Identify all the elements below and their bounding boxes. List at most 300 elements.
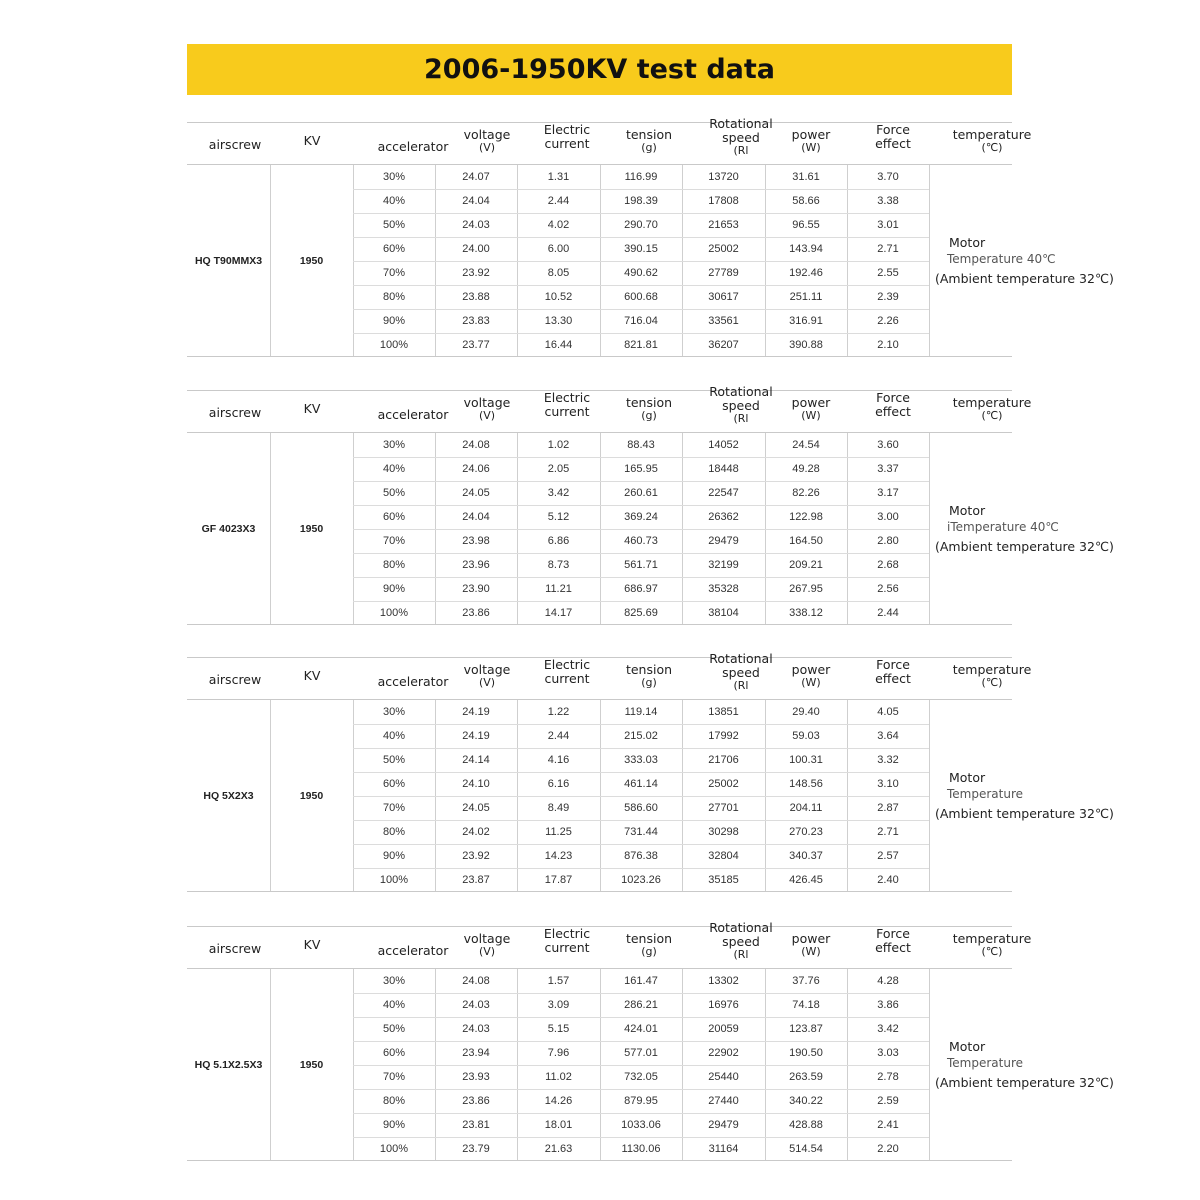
table-cell: 35185 bbox=[708, 874, 739, 886]
table-cell: 23.96 bbox=[462, 559, 490, 571]
table-cell: 82.26 bbox=[792, 487, 820, 499]
table-cell: 88.43 bbox=[627, 439, 655, 451]
table-cell: 40% bbox=[382, 195, 406, 207]
table-cell: 2.57 bbox=[877, 850, 899, 862]
table-cell: 24.19 bbox=[462, 706, 490, 718]
table-cell: 143.94 bbox=[789, 243, 823, 255]
column-header-label: Rotational speed bbox=[709, 384, 773, 413]
table-cell: 30% bbox=[382, 706, 406, 718]
temperature-note bbox=[929, 165, 1129, 356]
airscrew-name: HQ 5X2X3 bbox=[203, 789, 254, 802]
column-header bbox=[696, 651, 786, 693]
column-header bbox=[368, 661, 458, 703]
column-header-label: KV bbox=[303, 133, 321, 148]
column-header-label: Rotational speed bbox=[709, 920, 773, 949]
table-cell: 23.98 bbox=[462, 535, 490, 547]
table-cell: 3.60 bbox=[877, 439, 899, 451]
table-row bbox=[187, 333, 1012, 357]
column-header bbox=[858, 384, 928, 426]
table-cell: 260.61 bbox=[624, 487, 658, 499]
table-cell: 13851 bbox=[708, 706, 739, 718]
table-cell: 24.54 bbox=[792, 439, 820, 451]
table-cell: 32199 bbox=[708, 559, 739, 571]
table-cell: 204.11 bbox=[789, 802, 823, 814]
table-cell: 2.80 bbox=[877, 535, 899, 547]
column-header bbox=[368, 394, 458, 436]
table-cell: 40% bbox=[382, 463, 406, 475]
table-cell: 3.64 bbox=[877, 730, 899, 742]
table-cell: 50% bbox=[382, 1023, 406, 1035]
table-cell: 23.93 bbox=[462, 1071, 490, 1083]
table-cell: 198.39 bbox=[624, 195, 658, 207]
table-cell: 716.04 bbox=[624, 315, 658, 327]
table-cell: 24.06 bbox=[462, 463, 490, 475]
table-cell: 270.23 bbox=[789, 826, 823, 838]
table-cell: 100% bbox=[379, 607, 409, 619]
table-cell: 4.16 bbox=[547, 754, 570, 766]
temperature-line-motor-temp: iTemperature 40℃ bbox=[947, 519, 1059, 534]
column-header bbox=[781, 655, 841, 697]
table-cell: 490.62 bbox=[624, 267, 658, 279]
table-cell: 90% bbox=[382, 315, 406, 327]
table-cell: 90% bbox=[382, 583, 406, 595]
column-header-label: airscrew bbox=[208, 137, 262, 152]
table-cell: 731.44 bbox=[624, 826, 658, 838]
column-header bbox=[858, 116, 928, 158]
table-cell: 74.18 bbox=[792, 999, 820, 1011]
table-cell: 70% bbox=[382, 267, 406, 279]
column-header-unit: (℃) bbox=[981, 945, 1003, 958]
column-header bbox=[282, 924, 342, 966]
table-cell: 40% bbox=[382, 999, 406, 1011]
column-header-label: Rotational speed bbox=[709, 651, 773, 680]
table-cell: 2.68 bbox=[877, 559, 899, 571]
column-header bbox=[532, 651, 602, 693]
table-cell: 2.20 bbox=[877, 1143, 899, 1155]
column-header bbox=[614, 655, 684, 697]
column-header-unit: (℃) bbox=[981, 676, 1003, 689]
column-header bbox=[696, 920, 786, 962]
column-header-label: Force effect bbox=[875, 926, 911, 955]
column-header-label: temperature bbox=[952, 662, 1032, 677]
temperature-line-ambient: (Ambient temperature 32℃) bbox=[935, 805, 1114, 821]
column-header bbox=[452, 120, 522, 162]
table-cell: 14.26 bbox=[544, 1095, 573, 1107]
table-cell: 123.87 bbox=[789, 1023, 823, 1035]
table-cell: 164.50 bbox=[789, 535, 823, 547]
table-row bbox=[187, 505, 1012, 529]
table-cell: 50% bbox=[382, 754, 406, 766]
column-header-label: airscrew bbox=[208, 941, 262, 956]
table-cell: 686.97 bbox=[624, 583, 658, 595]
table-cell: 50% bbox=[382, 487, 406, 499]
table-cell: 60% bbox=[382, 243, 406, 255]
column-header-label: voltage bbox=[463, 662, 511, 677]
table-cell: 3.09 bbox=[547, 999, 570, 1011]
table-cell: 23.83 bbox=[462, 315, 490, 327]
column-header-unit: (℃) bbox=[981, 409, 1003, 422]
table-cell: 340.37 bbox=[789, 850, 823, 862]
column-header bbox=[947, 388, 1037, 430]
column-header-label: accelerator bbox=[377, 674, 449, 689]
table-cell: 30% bbox=[382, 439, 406, 451]
column-header-unit: (V) bbox=[478, 945, 496, 958]
table-cell: 4.02 bbox=[547, 219, 570, 231]
table-cell: 21653 bbox=[708, 219, 739, 231]
table-cell: 390.15 bbox=[624, 243, 658, 255]
column-header bbox=[190, 928, 280, 970]
table-cell: 369.24 bbox=[624, 511, 658, 523]
table-cell: 33561 bbox=[708, 315, 739, 327]
table-cell: 24.04 bbox=[462, 195, 490, 207]
table-cell: 3.01 bbox=[877, 219, 899, 231]
table-cell: 30% bbox=[382, 171, 406, 183]
table-row bbox=[187, 1137, 1012, 1161]
table-cell: 23.87 bbox=[462, 874, 490, 886]
data-table bbox=[187, 116, 1114, 357]
table-cell: 2.56 bbox=[877, 583, 899, 595]
column-header-label: KV bbox=[303, 668, 321, 683]
table-cell: 29.40 bbox=[792, 706, 820, 718]
kv-value: 1950 bbox=[299, 789, 324, 802]
table-cell: 24.19 bbox=[462, 730, 490, 742]
table-cell: 60% bbox=[382, 1047, 406, 1059]
table-cell: 70% bbox=[382, 802, 406, 814]
table-cell: 3.42 bbox=[547, 487, 570, 499]
kv-value: 1950 bbox=[299, 1058, 324, 1071]
table-cell: 2.44 bbox=[547, 730, 570, 742]
table-cell: 90% bbox=[382, 850, 406, 862]
temperature-line-motor-temp: Temperature 40℃ bbox=[947, 251, 1056, 266]
table-cell: 24.02 bbox=[462, 826, 490, 838]
column-header bbox=[696, 116, 786, 158]
column-header-unit: (W) bbox=[801, 945, 821, 958]
table-cell: 426.45 bbox=[789, 874, 823, 886]
table-cell: 23.86 bbox=[462, 1095, 490, 1107]
temperature-note bbox=[929, 969, 1129, 1160]
table-cell: 821.81 bbox=[624, 339, 658, 351]
table-cell: 13302 bbox=[708, 975, 739, 987]
column-header-unit: (g) bbox=[641, 409, 657, 422]
column-header-label: power bbox=[791, 127, 831, 142]
table-cell: 4.05 bbox=[877, 706, 899, 718]
column-header bbox=[532, 116, 602, 158]
column-header-label: power bbox=[791, 662, 831, 677]
temperature-note bbox=[929, 700, 1129, 891]
table-row bbox=[187, 577, 1012, 601]
table-cell: 23.90 bbox=[462, 583, 490, 595]
table-cell: 10.52 bbox=[544, 291, 573, 303]
table-row bbox=[187, 700, 1012, 724]
table-cell: 17.87 bbox=[544, 874, 573, 886]
table-cell: 24.03 bbox=[462, 999, 490, 1011]
column-header-label: Force effect bbox=[875, 657, 911, 686]
column-header bbox=[368, 930, 458, 972]
table-cell: 338.12 bbox=[789, 607, 823, 619]
table-cell: 3.03 bbox=[877, 1047, 899, 1059]
table-cell: 3.38 bbox=[877, 195, 899, 207]
table-cell: 23.79 bbox=[462, 1143, 490, 1155]
table-cell: 25440 bbox=[708, 1071, 739, 1083]
table-cell: 22902 bbox=[708, 1047, 739, 1059]
table-cell: 14052 bbox=[708, 439, 739, 451]
table-cell: 60% bbox=[382, 511, 406, 523]
table-cell: 825.69 bbox=[624, 607, 658, 619]
table-cell: 586.60 bbox=[624, 802, 658, 814]
temperature-line-motor: Motor bbox=[949, 1038, 986, 1054]
table-cell: 26362 bbox=[708, 511, 739, 523]
airscrew-name: HQ T90MMX3 bbox=[194, 254, 263, 267]
table-cell: 100% bbox=[379, 339, 409, 351]
table-cell: 24.05 bbox=[462, 802, 490, 814]
column-header-label: voltage bbox=[463, 931, 511, 946]
table-cell: 17992 bbox=[708, 730, 739, 742]
column-header-unit: (g) bbox=[641, 141, 657, 154]
table-cell: 16976 bbox=[708, 999, 739, 1011]
table-row bbox=[187, 237, 1012, 261]
table-cell: 3.70 bbox=[877, 171, 899, 183]
table-cell: 561.71 bbox=[624, 559, 658, 571]
table-row bbox=[187, 553, 1012, 577]
column-header bbox=[190, 659, 280, 701]
table-cell: 1.02 bbox=[547, 439, 570, 451]
column-header-label: tension bbox=[625, 395, 673, 410]
column-header bbox=[368, 126, 458, 168]
table-row bbox=[187, 1065, 1012, 1089]
column-header-unit: (Rl bbox=[733, 412, 749, 425]
table-cell: 80% bbox=[382, 1095, 406, 1107]
table-cell: 5.15 bbox=[547, 1023, 570, 1035]
data-table bbox=[187, 651, 1114, 892]
table-cell: 18448 bbox=[708, 463, 739, 475]
table-cell: 165.95 bbox=[624, 463, 658, 475]
table-cell: 2.44 bbox=[877, 607, 899, 619]
table-cell: 38104 bbox=[708, 607, 739, 619]
table-cell: 251.11 bbox=[789, 291, 823, 303]
table-cell: 80% bbox=[382, 291, 406, 303]
table-cell: 58.66 bbox=[792, 195, 820, 207]
table-row bbox=[187, 261, 1012, 285]
table-row bbox=[187, 724, 1012, 748]
table-cell: 316.91 bbox=[789, 315, 823, 327]
table-row bbox=[187, 993, 1012, 1017]
temperature-line-motor: Motor bbox=[949, 234, 986, 250]
table-cell: 6.00 bbox=[547, 243, 570, 255]
column-header bbox=[532, 920, 602, 962]
table-cell: 32804 bbox=[708, 850, 739, 862]
table-cell: 100% bbox=[379, 1143, 409, 1155]
table-cell: 2.71 bbox=[877, 243, 899, 255]
table-cell: 31.61 bbox=[792, 171, 820, 183]
table-cell: 70% bbox=[382, 1071, 406, 1083]
table-cell: 876.38 bbox=[624, 850, 658, 862]
column-header-label: airscrew bbox=[208, 672, 262, 687]
table-cell: 1.57 bbox=[547, 975, 570, 987]
data-table bbox=[187, 920, 1114, 1161]
column-header bbox=[947, 120, 1037, 162]
table-cell: 11.25 bbox=[545, 826, 572, 838]
table-cell: 8.05 bbox=[547, 267, 570, 279]
column-header-label: KV bbox=[303, 401, 321, 416]
table-cell: 100.31 bbox=[789, 754, 823, 766]
table-cell: 96.55 bbox=[792, 219, 820, 231]
table-cell: 50% bbox=[382, 219, 406, 231]
table-cell: 161.47 bbox=[624, 975, 658, 987]
table-row bbox=[187, 1113, 1012, 1137]
table-cell: 1023.26 bbox=[621, 874, 661, 886]
table-cell: 30298 bbox=[708, 826, 739, 838]
table-cell: 11.21 bbox=[545, 583, 572, 595]
column-header-label: accelerator bbox=[377, 139, 449, 154]
data-table bbox=[187, 384, 1114, 625]
table-row bbox=[187, 1017, 1012, 1041]
temperature-line-ambient: (Ambient temperature 32℃) bbox=[935, 538, 1114, 554]
table-cell: 23.86 bbox=[462, 607, 490, 619]
column-header bbox=[282, 120, 342, 162]
title-banner bbox=[187, 44, 1012, 95]
table-cell: 424.01 bbox=[624, 1023, 658, 1035]
table-cell: 8.73 bbox=[547, 559, 570, 571]
table-cell: 24.04 bbox=[462, 511, 490, 523]
table-cell: 390.88 bbox=[789, 339, 823, 351]
column-header bbox=[614, 388, 684, 430]
column-header-label: accelerator bbox=[377, 407, 449, 422]
table-cell: 577.01 bbox=[624, 1047, 658, 1059]
table-cell: 148.56 bbox=[789, 778, 823, 790]
column-header-label: KV bbox=[303, 937, 321, 952]
column-header-unit: (W) bbox=[801, 676, 821, 689]
table-row bbox=[187, 213, 1012, 237]
table-cell: 2.44 bbox=[547, 195, 570, 207]
temperature-line-ambient: (Ambient temperature 32℃) bbox=[935, 270, 1114, 286]
table-cell: 24.07 bbox=[462, 171, 490, 183]
table-cell: 2.59 bbox=[877, 1095, 899, 1107]
column-header-unit: (g) bbox=[641, 676, 657, 689]
table-cell: 732.05 bbox=[624, 1071, 658, 1083]
table-cell: 2.41 bbox=[877, 1119, 899, 1131]
table-cell: 14.17 bbox=[544, 607, 573, 619]
table-cell: 31164 bbox=[708, 1143, 739, 1155]
table-row bbox=[187, 820, 1012, 844]
table-row bbox=[187, 457, 1012, 481]
table-cell: 340.22 bbox=[789, 1095, 823, 1107]
table-cell: 333.03 bbox=[624, 754, 658, 766]
column-header-label: power bbox=[791, 395, 831, 410]
column-header-unit: (W) bbox=[801, 409, 821, 422]
column-header-unit: (Rl bbox=[733, 948, 749, 961]
table-cell: 25002 bbox=[708, 243, 739, 255]
table-cell: 24.00 bbox=[462, 243, 490, 255]
table-cell: 90% bbox=[382, 1119, 406, 1131]
column-header-label: Electric current bbox=[543, 122, 591, 151]
column-header-label: temperature bbox=[952, 931, 1032, 946]
column-header bbox=[282, 655, 342, 697]
column-header-label: tension bbox=[625, 931, 673, 946]
table-cell: 5.12 bbox=[547, 511, 570, 523]
column-header-unit: (Rl bbox=[733, 679, 749, 692]
column-header bbox=[947, 655, 1037, 697]
table-row bbox=[187, 433, 1012, 457]
column-header-unit: (V) bbox=[478, 676, 496, 689]
table-cell: 80% bbox=[382, 826, 406, 838]
column-header-label: Force effect bbox=[875, 390, 911, 419]
column-header bbox=[452, 655, 522, 697]
table-cell: 23.81 bbox=[462, 1119, 490, 1131]
column-header-unit: (g) bbox=[641, 945, 657, 958]
column-header-label: voltage bbox=[463, 395, 511, 410]
column-header bbox=[858, 920, 928, 962]
table-cell: 119.14 bbox=[624, 706, 658, 718]
table-cell: 263.59 bbox=[789, 1071, 823, 1083]
table-cell: 14.23 bbox=[544, 850, 573, 862]
table-cell: 13.30 bbox=[544, 315, 573, 327]
kv-value: 1950 bbox=[299, 254, 324, 267]
column-header bbox=[781, 924, 841, 966]
table-cell: 59.03 bbox=[792, 730, 820, 742]
column-header bbox=[781, 388, 841, 430]
table-row bbox=[187, 481, 1012, 505]
table-cell: 190.50 bbox=[789, 1047, 823, 1059]
column-header-label: temperature bbox=[952, 395, 1032, 410]
table-cell: 25002 bbox=[708, 778, 739, 790]
table-cell: 3.17 bbox=[877, 487, 899, 499]
column-header-label: tension bbox=[625, 662, 673, 677]
table-cell: 16.44 bbox=[544, 339, 573, 351]
table-cell: 30617 bbox=[708, 291, 739, 303]
table-row bbox=[187, 529, 1012, 553]
table-row bbox=[187, 165, 1012, 189]
table-cell: 18.01 bbox=[544, 1119, 573, 1131]
column-header-unit: (V) bbox=[478, 141, 496, 154]
table-cell: 4.28 bbox=[877, 975, 899, 987]
table-cell: 2.10 bbox=[877, 339, 899, 351]
column-header bbox=[452, 388, 522, 430]
table-row bbox=[187, 772, 1012, 796]
table-cell: 21706 bbox=[708, 754, 739, 766]
table-row bbox=[187, 309, 1012, 333]
column-header bbox=[858, 651, 928, 693]
table-cell: 2.71 bbox=[877, 826, 899, 838]
table-cell: 290.70 bbox=[624, 219, 658, 231]
airscrew-name: HQ 5.1X2.5X3 bbox=[194, 1058, 263, 1071]
table-row bbox=[187, 1041, 1012, 1065]
table-row bbox=[187, 844, 1012, 868]
table-cell: 27440 bbox=[708, 1095, 739, 1107]
table-cell: 100% bbox=[379, 874, 409, 886]
table-cell: 22547 bbox=[708, 487, 739, 499]
column-header-unit: (℃) bbox=[981, 141, 1003, 154]
table-cell: 1130.06 bbox=[621, 1143, 661, 1155]
table-row bbox=[187, 868, 1012, 892]
table-cell: 24.05 bbox=[462, 487, 490, 499]
table-cell: 879.95 bbox=[624, 1095, 658, 1107]
table-cell: 23.92 bbox=[462, 267, 490, 279]
table-cell: 460.73 bbox=[624, 535, 658, 547]
table-cell: 36207 bbox=[708, 339, 739, 351]
table-cell: 3.10 bbox=[877, 778, 899, 790]
column-header-label: Force effect bbox=[875, 122, 911, 151]
column-header-label: Rotational speed bbox=[709, 116, 773, 145]
temperature-note bbox=[929, 433, 1129, 624]
temperature-line-motor-temp: Temperature bbox=[947, 1055, 1024, 1070]
table-cell: 192.46 bbox=[789, 267, 823, 279]
column-header bbox=[532, 384, 602, 426]
table-cell: 30% bbox=[382, 975, 406, 987]
table-row bbox=[187, 1089, 1012, 1113]
table-cell: 70% bbox=[382, 535, 406, 547]
table-cell: 1.22 bbox=[547, 706, 570, 718]
table-cell: 2.87 bbox=[877, 802, 899, 814]
